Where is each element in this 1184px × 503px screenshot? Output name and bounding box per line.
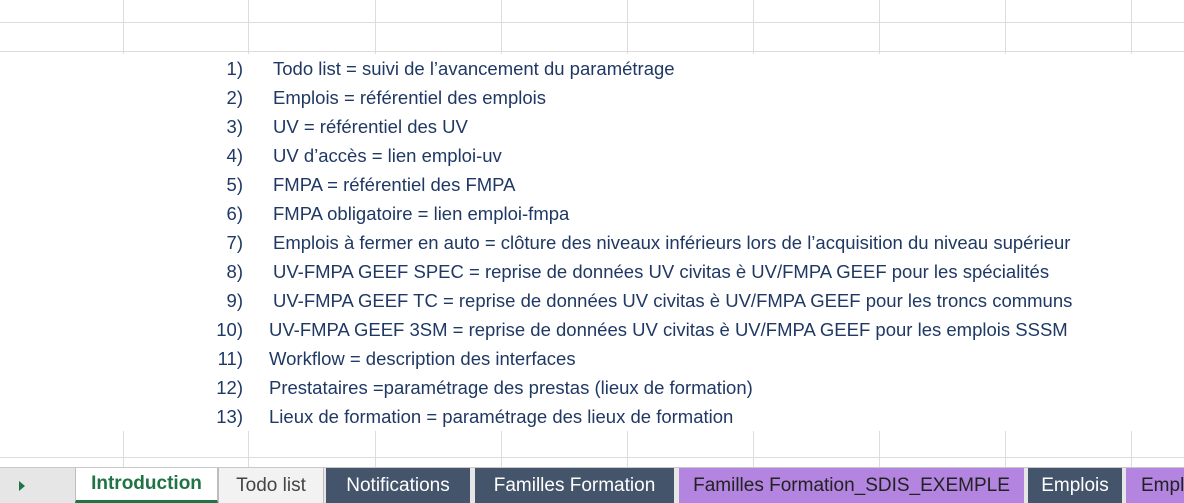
list-item bbox=[0, 257, 1184, 286]
list-item-text: UV-FMPA GEEF TC = reprise de données UV civitas è UV/FMPA GEEF pour les troncs communs bbox=[273, 290, 1078, 312]
list-item-text: Workflow = description des interfaces bbox=[269, 348, 582, 370]
list-item-text: UV-FMPA GEEF SPEC = reprise de données UV civitas è UV/FMPA GEEF pour les spécialités bbox=[273, 261, 1055, 283]
list-item bbox=[0, 373, 1184, 402]
list-item-text: UV d’accès = lien emploi-uv bbox=[273, 145, 508, 167]
list-item bbox=[0, 170, 1184, 199]
list-item-number: 2) bbox=[226, 87, 243, 108]
list-item-number: 12) bbox=[216, 377, 243, 398]
list-item bbox=[0, 112, 1184, 141]
list-item bbox=[0, 344, 1184, 373]
list-item-number: 1) bbox=[226, 58, 243, 79]
list-item-number: 5) bbox=[226, 174, 243, 195]
tab-familles-formation[interactable]: Familles Formation bbox=[475, 468, 674, 503]
list-item-text: UV-FMPA GEEF 3SM = reprise de données UV civitas è UV/FMPA GEEF pour les emplois SSSM bbox=[269, 319, 1074, 341]
list-item bbox=[0, 402, 1184, 431]
list-item bbox=[0, 141, 1184, 170]
list-item-number: 13) bbox=[216, 406, 243, 427]
list-item-number: 3) bbox=[226, 116, 243, 137]
list-item bbox=[0, 199, 1184, 228]
tab-familles-formation-sdis-exemple[interactable]: Familles Formation_SDIS_EXEMPLE bbox=[679, 468, 1024, 503]
sheet-nav-next-button[interactable] bbox=[0, 468, 44, 503]
tab-introduction[interactable]: Introduction bbox=[75, 468, 218, 503]
sheet-tab-bar bbox=[0, 467, 1184, 503]
list-item bbox=[0, 286, 1184, 315]
list-item-text: FMPA obligatoire = lien emploi-fmpa bbox=[273, 203, 575, 225]
list-item bbox=[0, 315, 1184, 344]
list-item-text: FMPA = référentiel des FMPA bbox=[273, 174, 521, 196]
tab-emplois[interactable]: Emplois bbox=[1028, 468, 1122, 503]
list-item-text: Todo list = suivi de l’avancement du paramétrage bbox=[273, 58, 681, 80]
list-item-number: 8) bbox=[226, 261, 243, 282]
list-item-text: Emplois à fermer en auto = clôture des niveaux inférieurs lors de l’acquisition du niveau supérieur bbox=[273, 232, 1076, 254]
list-item-number: 11) bbox=[217, 348, 243, 369]
list-item-text: UV = référentiel des UV bbox=[273, 116, 474, 138]
list-item-number: 6) bbox=[226, 203, 243, 224]
list-item bbox=[0, 83, 1184, 112]
triangle-right-icon bbox=[19, 481, 25, 491]
list-item-number: 10) bbox=[216, 319, 243, 340]
intro-list bbox=[0, 54, 1184, 431]
list-item-number: 9) bbox=[226, 290, 243, 311]
tab-empl[interactable]: Empl bbox=[1126, 468, 1184, 503]
list-item-text: Lieux de formation = paramétrage des lieux de formation bbox=[269, 406, 739, 428]
list-item-number: 7) bbox=[226, 232, 243, 253]
tab-todo-list[interactable]: Todo list bbox=[218, 468, 324, 503]
list-item bbox=[0, 228, 1184, 257]
list-item bbox=[0, 54, 1184, 83]
list-item-text: Prestataires =paramétrage des prestas (lieux de formation) bbox=[269, 377, 759, 399]
list-item-text: Emplois = référentiel des emplois bbox=[273, 87, 552, 109]
list-item-number: 4) bbox=[226, 145, 243, 166]
tab-notifications[interactable]: Notifications bbox=[326, 468, 470, 503]
